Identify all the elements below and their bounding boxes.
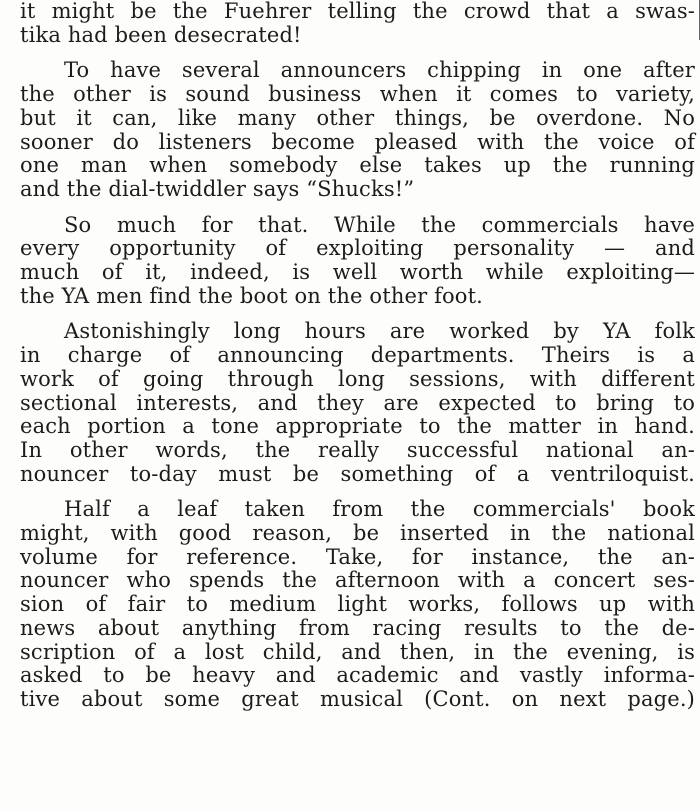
text-line: asked to be heavy and academic and vastly informa- bbox=[20, 663, 695, 688]
text-line: volume for reference. Take, for instance, the an- bbox=[20, 544, 695, 569]
text-line: work of going through long sessions, with different bbox=[20, 366, 695, 391]
text-line: one man when somebody else takes up the running bbox=[20, 153, 695, 178]
text-line: every opportunity of exploiting personality — and bbox=[20, 236, 695, 261]
text-line: much of it, indeed, is well worth while exploiting— bbox=[20, 260, 695, 285]
text-line: the YA men find the boot on the other foot. bbox=[20, 283, 484, 308]
paragraph-long-hours bbox=[20, 320, 695, 486]
text-line: sion of fair to medium light works, follows up with bbox=[20, 592, 695, 617]
text-line: in charge of announcing departments. Theirs is a bbox=[20, 343, 695, 368]
text-line: news about anything from racing results to the de- bbox=[20, 615, 695, 640]
text-line: the other is sound business when it comes to variety, bbox=[20, 82, 695, 107]
text-line: might, with good reason, be inserted in the national bbox=[20, 521, 695, 546]
text-line: Half a leaf taken from the commercials' book bbox=[64, 497, 695, 522]
text-line: each portion a tone appropriate to the matter in hand. bbox=[20, 414, 695, 439]
text-line: nouncer to-day must be something of a ventriloquist. bbox=[20, 461, 695, 486]
paragraph-half-a-leaf bbox=[20, 498, 695, 711]
text-line: So much for that. While the commercials have bbox=[64, 212, 695, 237]
text-line: Astonishingly long hours are worked by YA folk bbox=[64, 319, 695, 344]
text-line: sectional interests, and they are expected to bring to bbox=[20, 390, 695, 415]
text-line: To have several announcers chipping in one after bbox=[64, 58, 695, 83]
text-line: In other words, the really successful national an- bbox=[20, 437, 695, 462]
paragraph-announcers bbox=[20, 59, 695, 201]
paragraph-commercials bbox=[20, 214, 695, 309]
text-line: sooner do listeners become pleased with the voice of bbox=[20, 129, 695, 154]
page-edge-mark bbox=[695, 0, 700, 40]
text-line: and the dial-twiddler says “Shucks!” bbox=[20, 176, 415, 201]
text-line: but it can, like many other things, be overdone. No bbox=[20, 105, 695, 130]
text-line: it might be the Fuehrer telling the crowd that a swas- bbox=[20, 0, 695, 23]
text-line: tika had been desecrated! bbox=[20, 22, 302, 47]
article-text bbox=[20, 0, 695, 724]
text-line: nouncer who spends the afternoon with a concert ses- bbox=[20, 568, 695, 593]
text-line: tive about some great musical (Cont. on next page.) bbox=[20, 686, 695, 711]
text-line: scription of a lost child, and then, in the evening, is bbox=[20, 639, 695, 664]
paragraph-continuation bbox=[20, 0, 695, 47]
